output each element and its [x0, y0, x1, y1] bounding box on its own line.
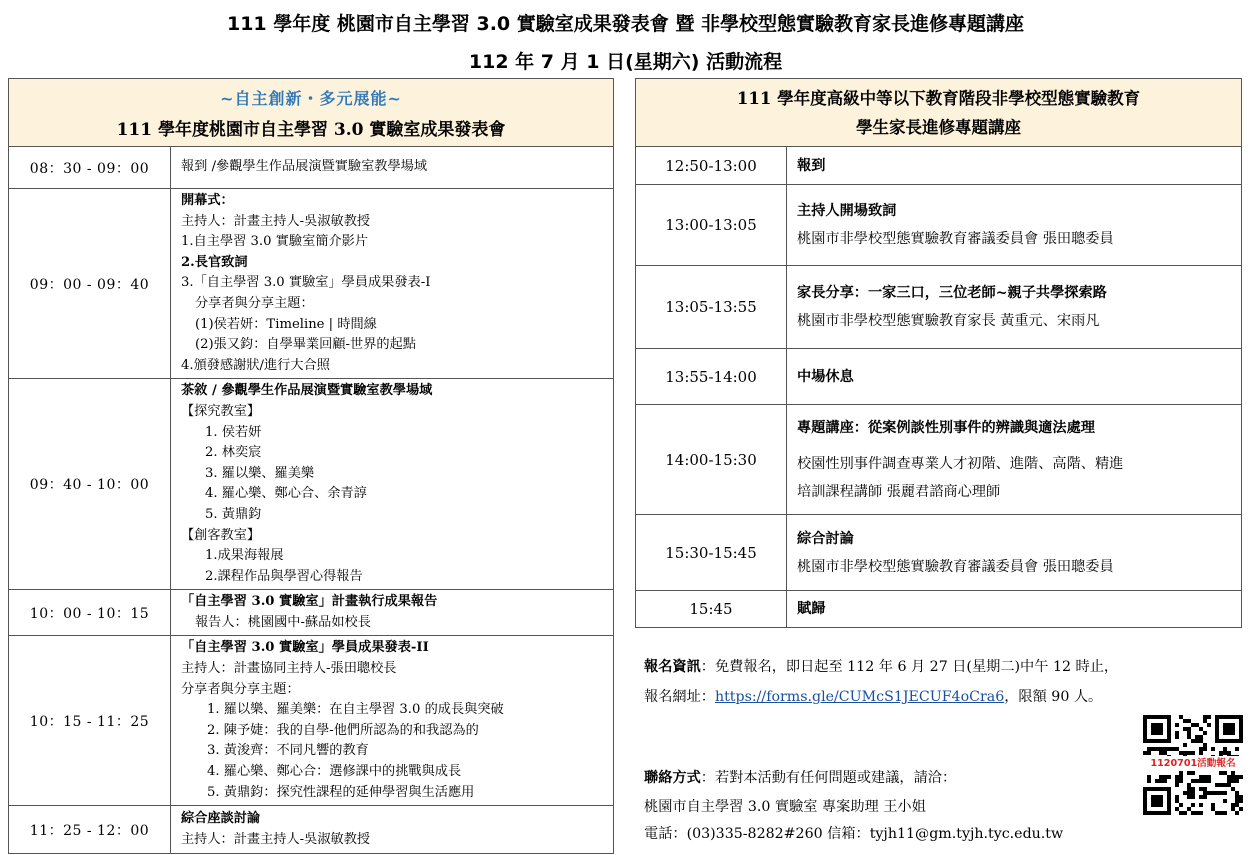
schedule-line: 4.頒發感謝狀/進行大合照	[181, 357, 330, 373]
schedule-line: 報告人：桃園國中-蘇品如校長	[195, 614, 371, 630]
registration-info	[644, 656, 1118, 676]
schedule-content	[787, 185, 1242, 266]
schedule-time: 10：15 - 11：25	[9, 636, 171, 806]
schedule-time: 08：30 - 09：00	[9, 147, 171, 189]
table-row	[9, 189, 614, 379]
schedule-line: 1.自主學習 3.0 實驗室簡介影片	[181, 234, 369, 250]
schedule-line: 5. 黃鼎鈞：探究性課程的延伸學習與生活應用	[207, 784, 475, 800]
schedule-line: 報到	[797, 157, 826, 174]
registration-text: ：免費報名，即日起至 112 年 6 月 27 日(星期二)中午 12 時止，	[700, 659, 1119, 675]
schedule-content	[171, 147, 614, 189]
schedule-line: 2.課程作品與學習心得報告	[205, 568, 363, 584]
table-row	[636, 349, 1242, 405]
schedule-line: 專題講座：從案例談性別事件的辨識與適法處理	[797, 419, 1095, 436]
schedule-line: (2)張又鈞：自學畢業回顧-世界的起點	[195, 337, 416, 353]
schedule-content	[171, 379, 614, 590]
left-table-slogan: ~自主創新・多元展能~	[220, 88, 402, 108]
schedule-line: 1. 侯若妍	[205, 424, 262, 440]
schedule-content	[787, 349, 1242, 405]
schedule-content	[171, 189, 614, 379]
schedule-line: 分享者與分享主題：	[195, 295, 314, 311]
schedule-line: (1)侯若妍：Timeline | 時間線	[195, 316, 377, 332]
table-row	[636, 405, 1242, 515]
schedule-content	[787, 515, 1242, 591]
schedule-line: 4. 羅心樂、鄭心合：選修課中的挑戰與成長	[207, 764, 462, 780]
schedule-line: 賦歸	[797, 601, 826, 617]
schedule-time: 11：25 - 12：00	[9, 806, 171, 854]
schedule-content	[787, 591, 1242, 628]
registration-url-prefix: 報名網址：	[644, 689, 715, 705]
schedule-time: 15:30-15:45	[636, 515, 787, 591]
table-row	[9, 147, 614, 189]
schedule-line: 2. 林奕宸	[205, 445, 262, 461]
schedule-line: 2.長官致詞	[181, 254, 248, 270]
schedule-time: 15:45	[636, 591, 787, 628]
schedule-line: 開幕式：	[181, 193, 234, 208]
schedule-line: 校園性別事件調查專業人才初階、進階、高階、精進	[797, 455, 1124, 472]
schedule-time: 12:50-13:00	[636, 147, 787, 185]
schedule-line: 茶敘 / 參觀學生作品展演暨實驗室教學場域	[181, 383, 433, 399]
schedule-line: 【探究教室】	[181, 403, 261, 419]
table-row	[636, 591, 1242, 628]
schedule-line: 家長分享：一家三口，三位老師~親子共學探索路	[797, 285, 1107, 301]
right-table-heading-line2: 學生家長進修專題講座	[856, 117, 1021, 137]
table-row	[636, 266, 1242, 349]
schedule-line: 「自主學習 3.0 實驗室」學員成果發表-II	[181, 640, 429, 656]
schedule-content	[787, 405, 1242, 515]
schedule-time: 13:55-14:00	[636, 349, 787, 405]
schedule-line: 綜合座談討論	[181, 811, 261, 827]
contact-label: 聯絡方式	[644, 770, 701, 786]
schedule-line: 分享者與分享主題：	[181, 681, 300, 697]
qr-code-label: 1120701活動報名	[1143, 756, 1243, 771]
schedule-line: 主持人：計畫主持人-吳淑敏教授	[181, 831, 371, 847]
schedule-line: 主持人開場致詞	[797, 203, 897, 219]
schedule-time: 09：40 - 10：00	[9, 379, 171, 590]
registration-url-suffix: ，限額 90 人。	[1004, 689, 1103, 705]
left-schedule-table	[8, 78, 614, 854]
page-title-line1: 111 學年度 桃園市自主學習 3.0 實驗室成果發表會 暨 非學校型態實驗教育家長進修專題講座	[226, 13, 1024, 35]
schedule-line: 桃園市非學校型態實驗教育家長 黃重元、宋雨凡	[797, 313, 1100, 329]
schedule-line: 3.「自主學習 3.0 實驗室」學員成果發表-I	[181, 275, 431, 291]
schedule-content	[171, 806, 614, 854]
schedule-time: 13:05-13:55	[636, 266, 787, 349]
table-row	[9, 379, 614, 590]
schedule-time: 13:00-13:05	[636, 185, 787, 266]
schedule-line: 主持人：計畫主持人-吳淑敏教授	[181, 213, 371, 229]
schedule-line: 4. 羅心樂、鄭心合、余青諄	[205, 486, 367, 502]
schedule-content	[171, 590, 614, 636]
schedule-line: 桃園市非學校型態實驗教育審議委員會 張田聰委員	[797, 231, 1114, 247]
table-row	[9, 806, 614, 854]
contact-text: ：若對本活動有任何問題或建議，請洽：	[700, 770, 957, 786]
left-table-header	[9, 79, 614, 147]
page-title-line2: 112 年 7 月 1 日(星期六) 活動流程	[468, 51, 783, 73]
schedule-line: 【創客教室】	[181, 527, 261, 543]
schedule-time: 10：00 - 10：15	[9, 590, 171, 636]
schedule-line: 3. 羅以樂、羅美樂	[205, 465, 315, 481]
table-row	[9, 590, 614, 636]
right-schedule-table	[635, 78, 1242, 628]
contact-info	[644, 767, 956, 787]
schedule-line: 綜合討論	[797, 530, 854, 547]
schedule-line: 桃園市非學校型態實驗教育審議委員會 張田聰委員	[797, 558, 1114, 575]
schedule-line: 5. 黃鼎鈞	[205, 506, 262, 522]
schedule-content	[171, 636, 614, 806]
schedule-time: 09：00 - 09：40	[9, 189, 171, 379]
schedule-line: 報到 /參觀學生作品展演暨實驗室教學場域	[181, 159, 428, 175]
schedule-content	[787, 147, 1242, 185]
contact-phone-email: 電話：(03)335-8282#260 信箱：tyjh11@gm.tyjh.tyc.edu.tw	[644, 826, 1064, 842]
table-row	[636, 515, 1242, 591]
right-table-heading-line1: 111 學年度高級中等以下教育階段非學校型態實驗教育	[736, 88, 1141, 108]
schedule-line: 培訓課程講師 張麗君諮商心理師	[797, 483, 1001, 500]
schedule-line: 3. 黃浚齊：不同凡響的教育	[207, 743, 369, 759]
schedule-time: 14:00-15:30	[636, 405, 787, 515]
contact-office: 桃園市自主學習 3.0 實驗室 專案助理 王小姐	[644, 799, 926, 815]
left-table-heading: 111 學年度桃園市自主學習 3.0 實驗室成果發表會	[116, 119, 506, 140]
table-row	[9, 636, 614, 806]
schedule-line: 中場休息	[797, 368, 854, 385]
registration-url-line	[644, 686, 1102, 706]
schedule-line: 1. 羅以樂、羅美樂：在自主學習 3.0 的成長與突破	[207, 702, 504, 718]
schedule-line: 2. 陳予婕：我的自學-他們所認為的和我認為的	[207, 722, 479, 738]
right-table-header	[636, 79, 1242, 147]
schedule-line: 「自主學習 3.0 實驗室」計畫執行成果報告	[181, 594, 438, 610]
registration-label: 報名資訊	[644, 659, 701, 675]
schedule-line: 主持人：計畫協同主持人-張田聰校長	[181, 661, 397, 677]
registration-link[interactable]: https://forms.gle/CUMcS1JECUF4oCra6	[714, 689, 1005, 705]
table-row	[636, 185, 1242, 266]
schedule-line	[797, 442, 1231, 450]
table-row	[636, 147, 1242, 185]
schedule-content	[787, 266, 1242, 349]
schedule-line: 1.成果海報展	[205, 548, 284, 564]
